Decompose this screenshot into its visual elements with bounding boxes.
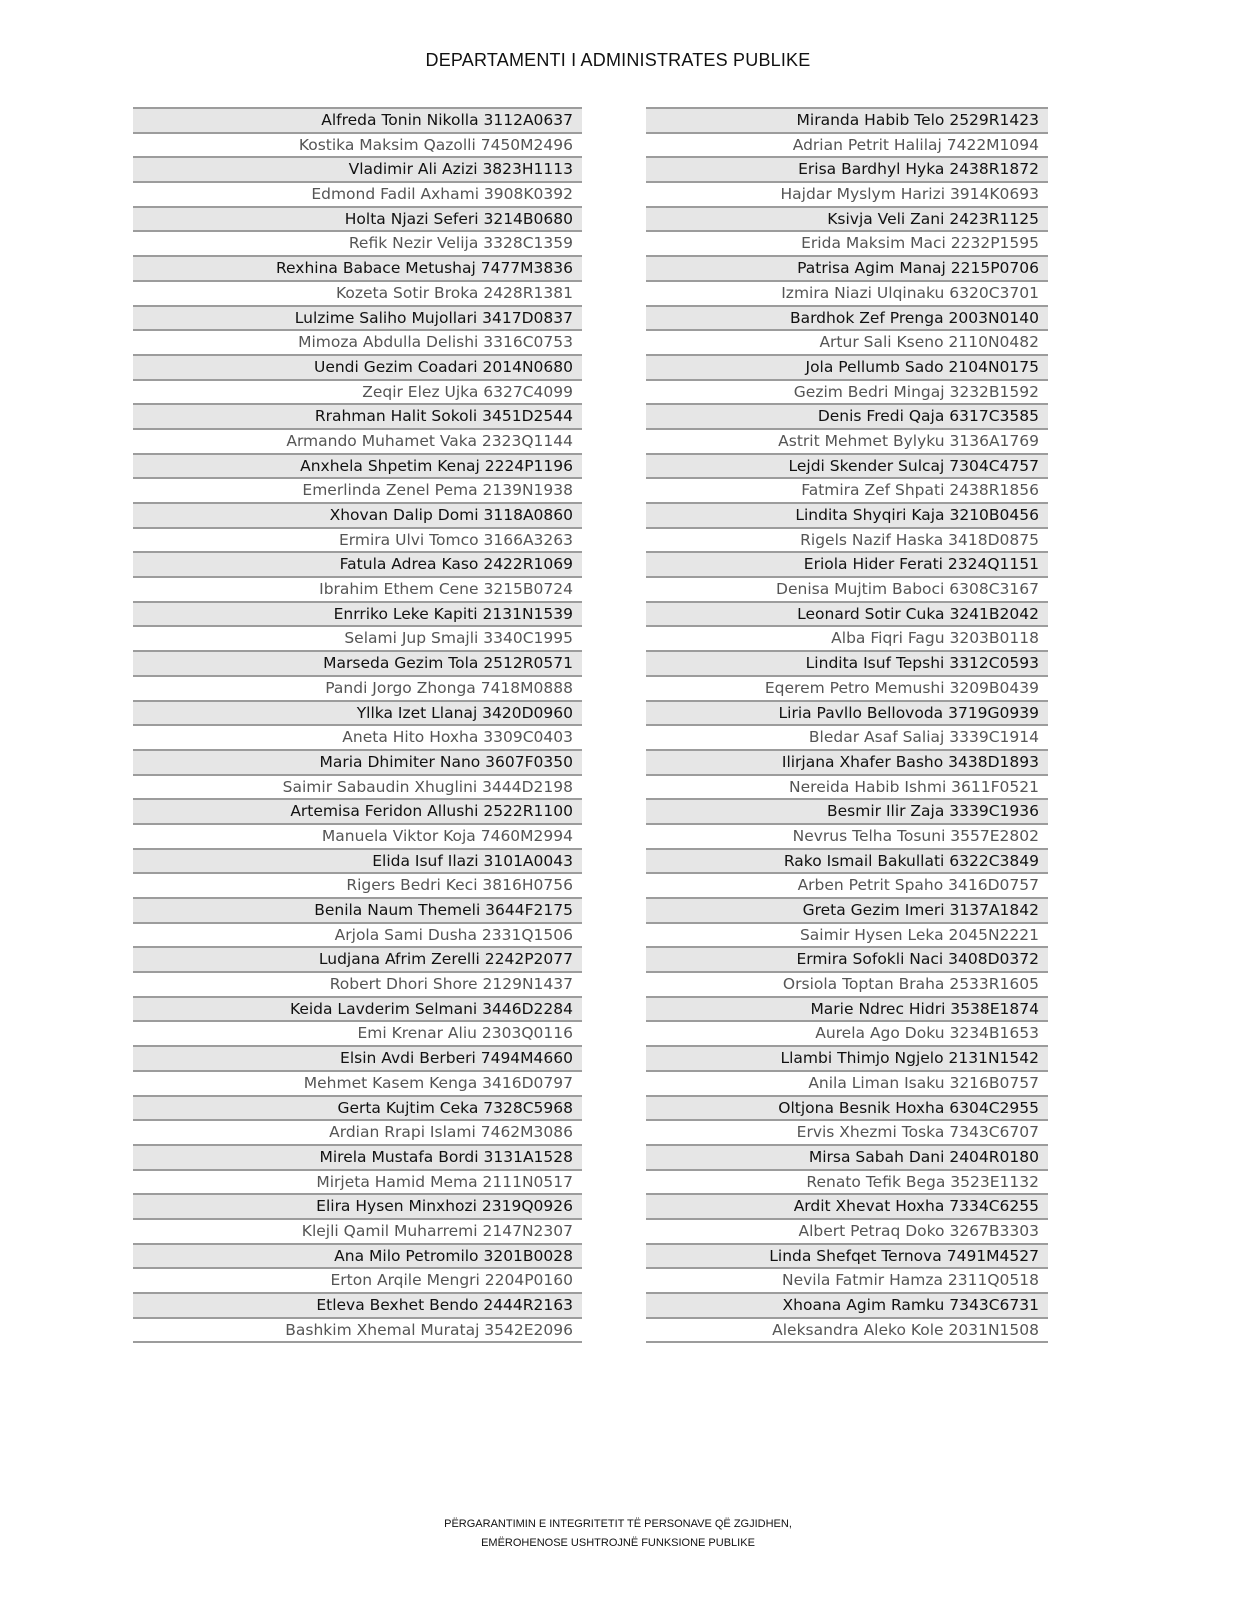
footer-line-2: EMËROHENOSE USHTROJNË FUNKSIONE PUBLIKE <box>481 1537 755 1549</box>
list-item: Rrahman Halit Sokoli 3451D2544 <box>133 405 582 430</box>
list-item: Ardit Xhevat Hoxha 7334C6255 <box>646 1195 1048 1220</box>
list-item: Arben Petrit Spaho 3416D0757 <box>646 874 1048 899</box>
list-item: Mehmet Kasem Kenga 3416D0797 <box>133 1072 582 1097</box>
list-item: Rigels Nazif Haska 3418D0875 <box>646 529 1048 554</box>
list-item: Nevrus Telha Tosuni 3557E2802 <box>646 825 1048 850</box>
list-item: Artemisa Feridon Allushi 2522R1100 <box>133 800 582 825</box>
list-item: Denisa Mujtim Baboci 6308C3167 <box>646 578 1048 603</box>
list-item: Edmond Fadil Axhami 3908K0392 <box>133 183 582 208</box>
list-item: Holta Njazi Seferi 3214B0680 <box>133 208 582 233</box>
list-item: Anila Liman Isaku 3216B0757 <box>646 1072 1048 1097</box>
list-item: Eqerem Petro Memushi 3209B0439 <box>646 677 1048 702</box>
list-item: Patrisa Agim Manaj 2215P0706 <box>646 257 1048 282</box>
list-item: Gezim Bedri Mingaj 3232B1592 <box>646 381 1048 406</box>
list-item: Etleva Bexhet Bendo 2444R2163 <box>133 1294 582 1319</box>
list-item: Aleksandra Aleko Kole 2031N1508 <box>646 1319 1048 1344</box>
list-item: Saimir Hysen Leka 2045N2221 <box>646 924 1048 949</box>
list-item: Ervis Xhezmi Toska 7343C6707 <box>646 1121 1048 1146</box>
list-item: Emi Krenar Aliu 2303Q0116 <box>133 1022 582 1047</box>
list-item: Ksivja Veli Zani 2423R1125 <box>646 208 1048 233</box>
list-item: Aneta Hito Hoxha 3309C0403 <box>133 726 582 751</box>
list-item: Erisa Bardhyl Hyka 2438R1872 <box>646 158 1048 183</box>
list-item: Maria Dhimiter Nano 3607F0350 <box>133 751 582 776</box>
list-item: Benila Naum Themeli 3644F2175 <box>133 899 582 924</box>
list-item: Miranda Habib Telo 2529R1423 <box>646 109 1048 134</box>
right-name-list <box>646 107 1048 1343</box>
list-item: Bardhok Zef Prenga 2003N0140 <box>646 307 1048 332</box>
list-item: Elsin Avdi Berberi 7494M4660 <box>133 1047 582 1072</box>
list-item: Ana Milo Petromilo 3201B0028 <box>133 1245 582 1270</box>
list-item: Rako Ismail Bakullati 6322C3849 <box>646 850 1048 875</box>
list-item: Ilirjana Xhafer Basho 3438D1893 <box>646 751 1048 776</box>
list-item: Orsiola Toptan Braha 2533R1605 <box>646 973 1048 998</box>
list-item: Mirsa Sabah Dani 2404R0180 <box>646 1146 1048 1171</box>
list-item: Albert Petraq Doko 3267B3303 <box>646 1220 1048 1245</box>
list-item: Elira Hysen Minxhozi 2319Q0926 <box>133 1195 582 1220</box>
list-item: Erton Arqile Mengri 2204P0160 <box>133 1269 582 1294</box>
list-item: Ermira Ulvi Tomco 3166A3263 <box>133 529 582 554</box>
list-item: Aurela Ago Doku 3234B1653 <box>646 1022 1048 1047</box>
list-item: Kozeta Sotir Broka 2428R1381 <box>133 282 582 307</box>
list-item: Mimoza Abdulla Delishi 3316C0753 <box>133 331 582 356</box>
list-item: Refik Nezir Velija 3328C1359 <box>133 232 582 257</box>
list-item: Zeqir Elez Ujka 6327C4099 <box>133 381 582 406</box>
list-item: Vladimir Ali Azizi 3823H1113 <box>133 158 582 183</box>
list-item: Armando Muhamet Vaka 2323Q1144 <box>133 430 582 455</box>
list-item: Nereida Habib Ishmi 3611F0521 <box>646 776 1048 801</box>
list-item: Marie Ndrec Hidri 3538E1874 <box>646 998 1048 1023</box>
list-item: Rexhina Babace Metushaj 7477M3836 <box>133 257 582 282</box>
list-item: Llambi Thimjo Ngjelo 2131N1542 <box>646 1047 1048 1072</box>
list-item: Ardian Rrapi Islami 7462M3086 <box>133 1121 582 1146</box>
list-item: Leonard Sotir Cuka 3241B2042 <box>646 603 1048 628</box>
list-item: Fatula Adrea Kaso 2422R1069 <box>133 553 582 578</box>
list-item: Izmira Niazi Ulqinaku 6320C3701 <box>646 282 1048 307</box>
list-item: Yllka Izet Llanaj 3420D0960 <box>133 702 582 727</box>
list-item: Liria Pavllo Bellovoda 3719G0939 <box>646 702 1048 727</box>
list-item: Manuela Viktor Koja 7460M2994 <box>133 825 582 850</box>
list-item: Keida Lavderim Selmani 3446D2284 <box>133 998 582 1023</box>
list-item: Mirjeta Hamid Mema 2111N0517 <box>133 1171 582 1196</box>
list-item: Xhoana Agim Ramku 7343C6731 <box>646 1294 1048 1319</box>
list-item: Arjola Sami Dusha 2331Q1506 <box>133 924 582 949</box>
list-item: Pandi Jorgo Zhonga 7418M0888 <box>133 677 582 702</box>
list-item: Kostika Maksim Qazolli 7450M2496 <box>133 134 582 159</box>
list-item: Fatmira Zef Shpati 2438R1856 <box>646 479 1048 504</box>
left-name-list <box>133 107 582 1343</box>
list-item: Astrit Mehmet Bylyku 3136A1769 <box>646 430 1048 455</box>
list-item: Lejdi Skender Sulcaj 7304C4757 <box>646 455 1048 480</box>
list-item: Nevila Fatmir Hamza 2311Q0518 <box>646 1269 1048 1294</box>
list-item: Renato Tefik Bega 3523E1132 <box>646 1171 1048 1196</box>
list-item: Alfreda Tonin Nikolla 3112A0637 <box>133 109 582 134</box>
list-item: Ermira Sofokli Naci 3408D0372 <box>646 948 1048 973</box>
list-item: Hajdar Myslym Harizi 3914K0693 <box>646 183 1048 208</box>
list-item: Marseda Gezim Tola 2512R0571 <box>133 652 582 677</box>
list-item: Lulzime Saliho Mujollari 3417D0837 <box>133 307 582 332</box>
list-item: Enrriko Leke Kapiti 2131N1539 <box>133 603 582 628</box>
list-item: Mirela Mustafa Bordi 3131A1528 <box>133 1146 582 1171</box>
list-item: Eriola Hider Ferati 2324Q1151 <box>646 553 1048 578</box>
list-item: Besmir Ilir Zaja 3339C1936 <box>646 800 1048 825</box>
list-item: Alba Fiqri Fagu 3203B0118 <box>646 627 1048 652</box>
list-item: Ludjana Afrim Zerelli 2242P2077 <box>133 948 582 973</box>
list-item: Anxhela Shpetim Kenaj 2224P1196 <box>133 455 582 480</box>
list-item: Robert Dhori Shore 2129N1437 <box>133 973 582 998</box>
list-item: Klejli Qamil Muharremi 2147N2307 <box>133 1220 582 1245</box>
page-title: DEPARTAMENTI I ADMINISTRATES PUBLIKE <box>425 50 811 70</box>
list-item: Lindita Isuf Tepshi 3312C0593 <box>646 652 1048 677</box>
list-item: Emerlinda Zenel Pema 2139N1938 <box>133 479 582 504</box>
list-item: Xhovan Dalip Domi 3118A0860 <box>133 504 582 529</box>
list-item: Jola Pellumb Sado 2104N0175 <box>646 356 1048 381</box>
list-item: Bashkim Xhemal Murataj 3542E2096 <box>133 1319 582 1344</box>
list-item: Adrian Petrit Halilaj 7422M1094 <box>646 134 1048 159</box>
list-item: Ibrahim Ethem Cene 3215B0724 <box>133 578 582 603</box>
list-item: Greta Gezim Imeri 3137A1842 <box>646 899 1048 924</box>
list-item: Erida Maksim Maci 2232P1595 <box>646 232 1048 257</box>
list-item: Selami Jup Smajli 3340C1995 <box>133 627 582 652</box>
list-item: Elida Isuf Ilazi 3101A0043 <box>133 850 582 875</box>
list-item: Rigers Bedri Keci 3816H0756 <box>133 874 582 899</box>
list-item: Bledar Asaf Saliaj 3339C1914 <box>646 726 1048 751</box>
footer-line-1: PËRGARANTIMIN E INTEGRITETIT TË PERSONAVE QË ZGJIDHEN, <box>444 1518 792 1530</box>
list-item: Saimir Sabaudin Xhuglini 3444D2198 <box>133 776 582 801</box>
list-item: Linda Shefqet Ternova 7491M4527 <box>646 1245 1048 1270</box>
list-item: Gerta Kujtim Ceka 7328C5968 <box>133 1097 582 1122</box>
list-item: Denis Fredi Qaja 6317C3585 <box>646 405 1048 430</box>
list-item: Uendi Gezim Coadari 2014N0680 <box>133 356 582 381</box>
list-item: Artur Sali Kseno 2110N0482 <box>646 331 1048 356</box>
list-item: Oltjona Besnik Hoxha 6304C2955 <box>646 1097 1048 1122</box>
footer <box>0 1515 1236 1553</box>
list-item: Lindita Shyqiri Kaja 3210B0456 <box>646 504 1048 529</box>
